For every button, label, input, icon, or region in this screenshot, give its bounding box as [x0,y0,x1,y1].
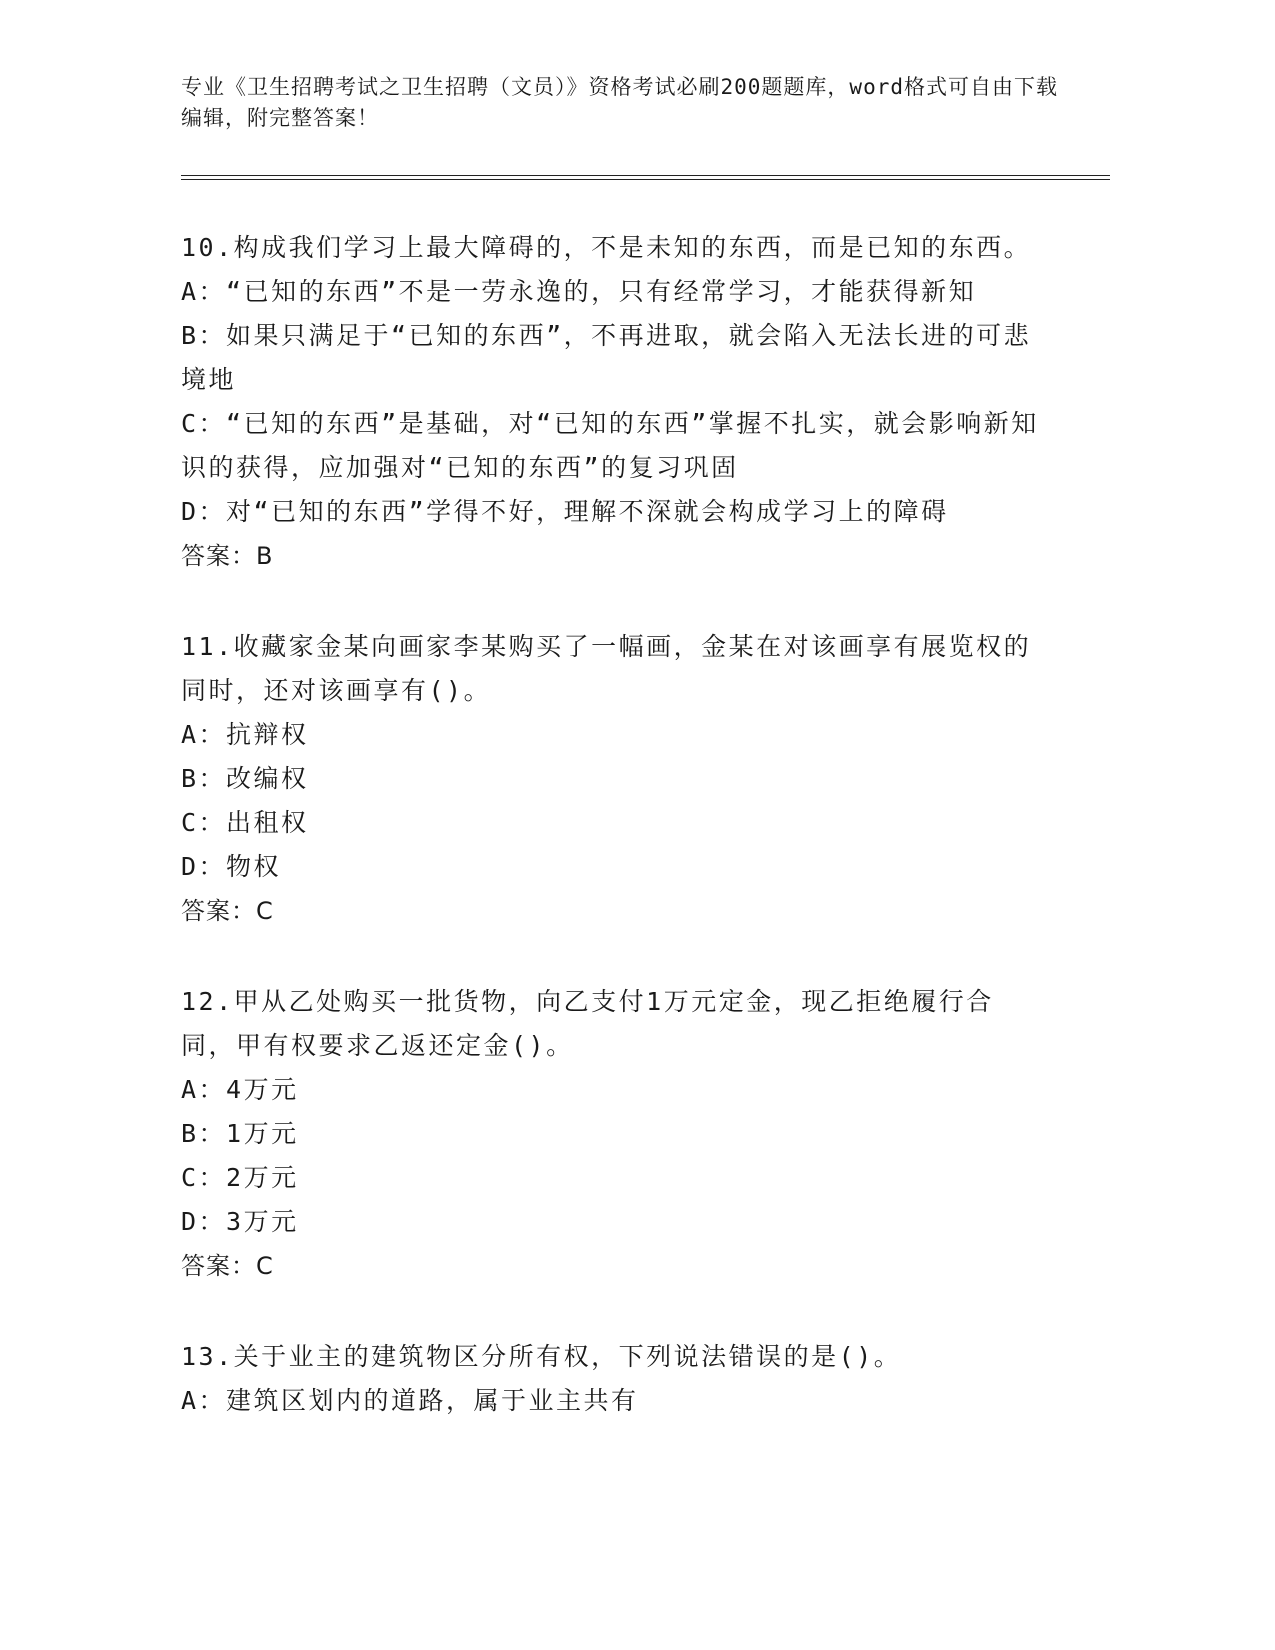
option-d: D：对“已知的东西”学得不好，理解不深就会构成学习上的障碍 [181,497,949,526]
header-divider [181,175,1110,180]
answer-label: 答案：C [181,897,274,925]
option-b: B：1万元 [181,1119,299,1148]
question-11 [181,625,1041,933]
document-header [181,72,1061,134]
question-stem: 13.关于业主的建筑物区分所有权，下列说法错误的是()。 [181,1342,902,1371]
question-stem: 11.收藏家金某向画家李某购买了一幅画，金某在对该画享有展览权的同时，还对该画享有()。 [181,632,1032,705]
question-13 [181,1335,1041,1423]
option-b: B：如果只满足于“已知的东西”，不再进取，就会陷入无法长进的可悲境地 [181,321,1032,394]
document-title: 专业《卫生招聘考试之卫生招聘（文员）》资格考试必刷200题题库，word格式可自由下载编辑，附完整答案！ [181,75,1058,130]
option-d: D：物权 [181,852,282,881]
question-10 [181,226,1041,578]
option-a: A：抗辩权 [181,720,309,749]
question-12 [181,980,1041,1288]
question-stem: 12.甲从乙处购买一批货物，向乙支付1万元定金，现乙拒绝履行合同，甲有权要求乙返还定金()。 [181,987,994,1060]
question-list [181,226,1041,1470]
answer-label: 答案：B [181,542,274,570]
option-a: A：4万元 [181,1075,299,1104]
option-b: B：改编权 [181,764,309,793]
option-c: C：2万元 [181,1163,299,1192]
option-a: A：“已知的东西”不是一劳永逸的，只有经常学习，才能获得新知 [181,277,977,306]
option-c: C：出租权 [181,808,309,837]
option-c: C：“已知的东西”是基础，对“已知的东西”掌握不扎实，就会影响新知识的获得，应加强对“已知的东西”的复习巩固 [181,409,1039,482]
question-stem: 10.构成我们学习上最大障碍的，不是未知的东西，而是已知的东西。 [181,233,1032,262]
option-d: D：3万元 [181,1207,299,1236]
option-a: A：建筑区划内的道路，属于业主共有 [181,1386,639,1415]
answer-label: 答案：C [181,1252,274,1280]
